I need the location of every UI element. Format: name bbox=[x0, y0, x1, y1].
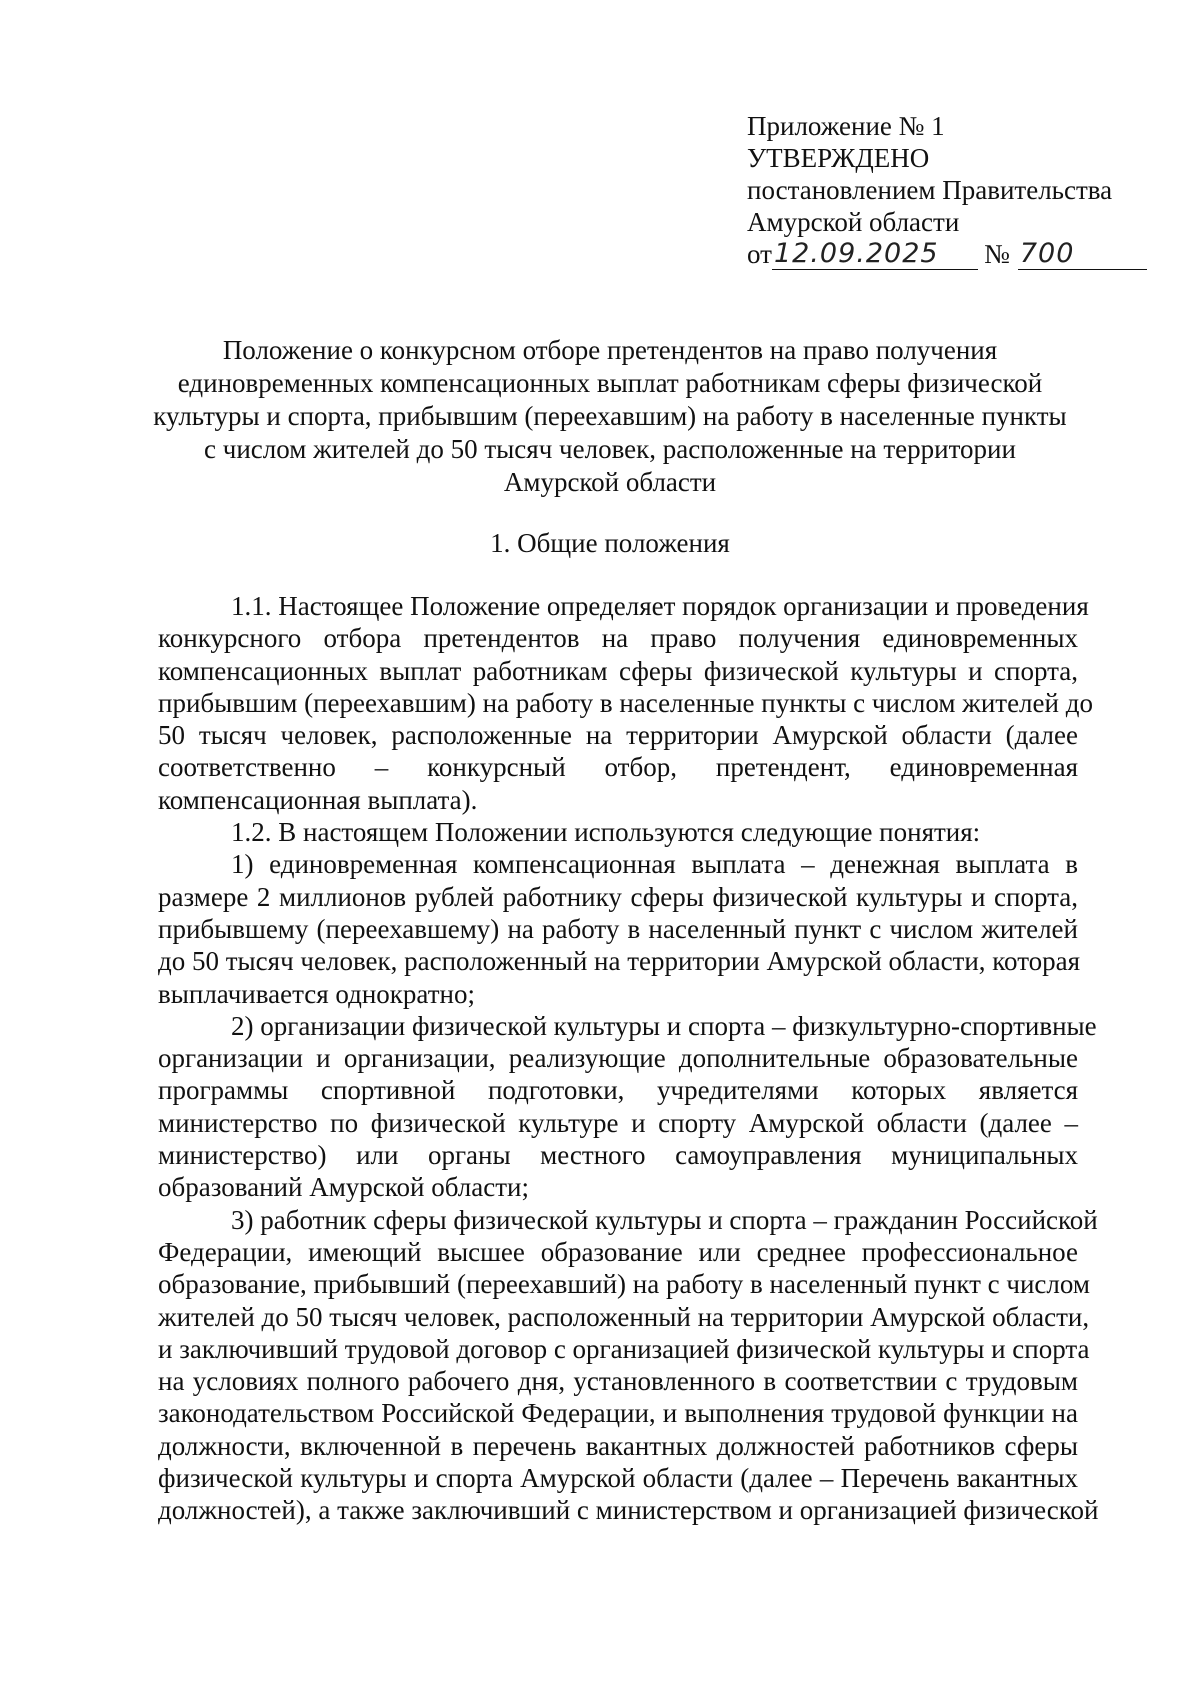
region-label: Амурской области bbox=[747, 207, 960, 237]
body-line: 1.1. Настоящее Положение определяет порядок организации и проведения bbox=[231, 591, 1089, 621]
handwritten-date: 12.09.2025 bbox=[772, 239, 978, 270]
body-line: конкурсного отбора претендентов на право получения единовременных bbox=[158, 623, 1078, 654]
body-line: 1) единовременная компенсационная выплата – денежная выплата в bbox=[231, 849, 1078, 880]
body-line: министерство) или органы местного самоуправления муниципальных bbox=[158, 1140, 1078, 1171]
body-line: образований Амурской области; bbox=[158, 1172, 529, 1203]
body-line: 50 тысяч человек, расположенные на территории Амурской области (далее bbox=[158, 720, 1078, 751]
body-line: прибывшим (переехавшим) на работу в населенные пункты с числом жителей до bbox=[158, 687, 1093, 718]
body-line: министерство по физической культуре и спорту Амурской области (далее – bbox=[158, 1107, 1078, 1138]
body-line: соответственно – конкурсный отбор, претендент, единовременная bbox=[158, 752, 1078, 783]
title-line: с числом жителей до 50 тысяч человек, расположенные на территории bbox=[204, 434, 1016, 464]
body-line: Федерации, имеющий высшее образование или среднее профессиональное bbox=[158, 1236, 1078, 1267]
title-line: единовременных компенсационных выплат работникам сферы физической bbox=[177, 368, 1043, 398]
approved-label: УТВЕРЖДЕНО bbox=[747, 143, 930, 173]
title-line: Амурской области bbox=[503, 467, 717, 497]
body-line: законодательством Российской Федерации, и выполнения трудовой функции на bbox=[158, 1398, 1078, 1429]
body-line: 3) работник сферы физической культуры и спорта – гражданин Российской bbox=[231, 1204, 1098, 1235]
body-line: физической культуры и спорта Амурской области (далее – Перечень вакантных bbox=[158, 1463, 1078, 1494]
title-line: культуры и спорта, прибывшим (переехавшим) на работу в населенные пункты bbox=[153, 401, 1067, 431]
body-line: компенсационная выплата). bbox=[158, 784, 478, 815]
date-prefix: от bbox=[747, 239, 772, 269]
body-line: и заключивший трудовой договор с организацией физической культуры и спорта bbox=[158, 1333, 1090, 1364]
body-text bbox=[158, 590, 1099, 1527]
body-line: 2) организации физической культуры и спорта – физкультурно-спортивные bbox=[231, 1010, 1097, 1041]
body-line: до 50 тысяч человек, расположенный на территории Амурской области, которая bbox=[158, 946, 1081, 977]
appendix-label: Приложение № 1 bbox=[747, 111, 945, 141]
body-line: должности, включенной в перечень вакантных должностей работников сферы bbox=[158, 1430, 1078, 1461]
title-line: Положение о конкурсном отборе претендентов на право получения bbox=[222, 335, 998, 365]
document-title bbox=[150, 334, 1070, 499]
section-heading: 1. Общие положения bbox=[490, 528, 730, 558]
approval-stamp-block bbox=[747, 110, 1147, 270]
handwritten-number: 700 bbox=[1018, 239, 1147, 270]
body-line: 1.2. В настоящем Положении используются следующие понятия: bbox=[231, 817, 981, 848]
number-label: № bbox=[984, 239, 1010, 269]
body-line: размере 2 миллионов рублей работнику сферы физической культуры и спорта, bbox=[158, 881, 1078, 912]
body-line: прибывшему (переехавшему) на работу в населенный пункт с числом жителей bbox=[158, 913, 1078, 944]
body-line: образование, прибывший (переехавший) на работу в населенный пункт с числом bbox=[158, 1269, 1090, 1300]
body-line: программы спортивной подготовки, учредителями которых является bbox=[158, 1075, 1078, 1106]
date-number-line bbox=[747, 238, 1147, 270]
resolution-label: постановлением Правительства bbox=[747, 175, 1113, 205]
body-line: жителей до 50 тысяч человек, расположенный на территории Амурской области, bbox=[158, 1301, 1090, 1332]
body-line: выплачивается однократно; bbox=[158, 978, 475, 1009]
body-line: организации и организации, реализующие дополнительные образовательные bbox=[158, 1043, 1078, 1074]
body-line: компенсационных выплат работникам сферы физической культуры и спорта, bbox=[158, 655, 1078, 686]
body-line: на условиях полного рабочего дня, установленного в соответствии с трудовым bbox=[158, 1366, 1078, 1397]
body-line: должностей), а также заключивший с министерством и организацией физической bbox=[158, 1495, 1099, 1526]
